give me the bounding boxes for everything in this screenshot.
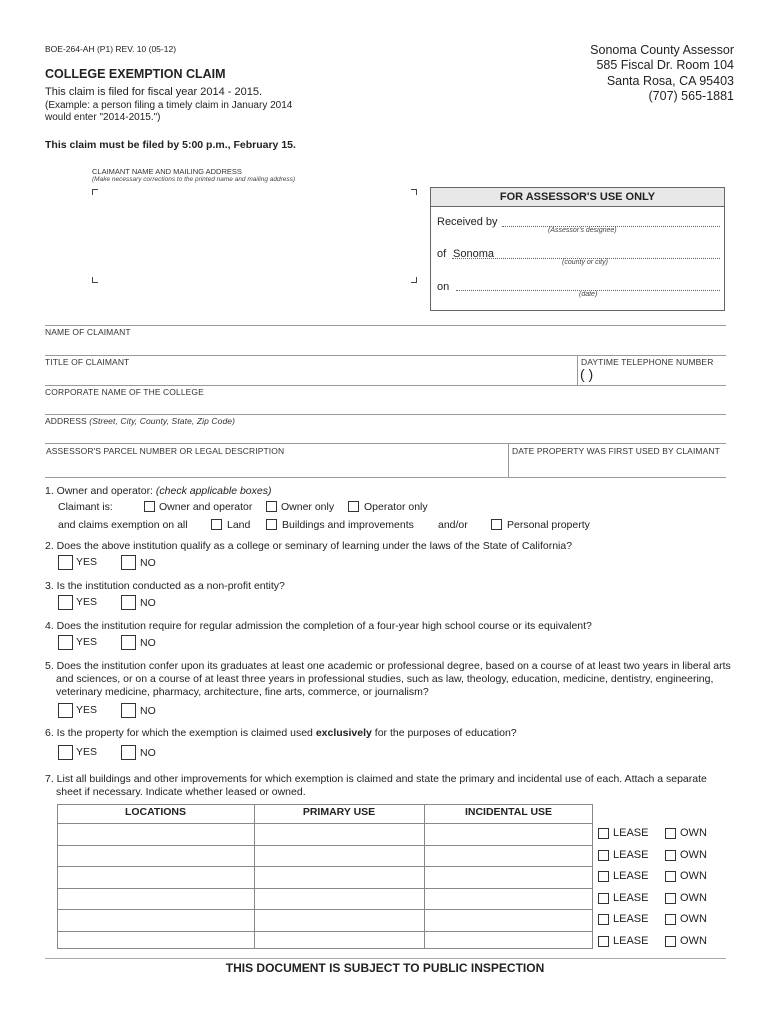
- lease-label: LEASE: [613, 870, 649, 882]
- incidental-use-cell[interactable]: [424, 931, 593, 953]
- q5-yes-label: YES: [76, 704, 98, 716]
- divider: [45, 355, 726, 356]
- address-corner-bl: [92, 277, 98, 283]
- incidental-use-cell[interactable]: [424, 845, 593, 867]
- incidental-use-cell[interactable]: [424, 866, 593, 888]
- daytime-phone-label: DAYTIME TELEPHONE NUMBER: [581, 357, 714, 367]
- q4-yes-checkbox[interactable]: [58, 635, 73, 650]
- primary-use-header: PRIMARY USE: [302, 806, 376, 818]
- primary-use-cell[interactable]: [254, 866, 424, 888]
- claimant-address-area[interactable]: [100, 195, 405, 275]
- title-of-claimant-field[interactable]: [45, 367, 575, 383]
- title-of-claimant-label: TITLE OF CLAIMANT: [45, 357, 130, 367]
- q6-bold: exclusively: [315, 727, 372, 739]
- q6-text: [45, 727, 517, 739]
- assessor-phone: (707) 565-1881: [648, 89, 734, 103]
- owner-operator-checkbox[interactable]: [144, 501, 155, 512]
- divider: [508, 443, 509, 477]
- lease-checkbox[interactable]: [598, 914, 609, 925]
- q6-yes-checkbox[interactable]: [58, 745, 73, 760]
- lease-checkbox[interactable]: [598, 828, 609, 839]
- divider: [45, 477, 726, 478]
- q4-text: 4. Does the institution require for regular admission the completion of a four-year high school course or its equivalent?: [45, 620, 592, 632]
- name-of-claimant-label: NAME OF CLAIMANT: [45, 327, 131, 337]
- q1-label: 1. Owner and operator:: [45, 485, 153, 497]
- q2-no-checkbox[interactable]: [121, 555, 136, 570]
- footer-divider: [45, 958, 726, 959]
- lease-label: LEASE: [613, 892, 649, 904]
- claims-on-all-label: and claims exemption on all: [58, 519, 188, 531]
- primary-use-cell[interactable]: [254, 931, 424, 953]
- own-checkbox[interactable]: [665, 828, 676, 839]
- incidental-use-header: INCIDENTAL USE: [464, 806, 553, 818]
- q1-hint: (check applicable boxes): [155, 485, 272, 497]
- example-line-2: would enter "2014-2015."): [45, 112, 161, 123]
- claimant-address-sublabel: (Make necessary corrections to the printed name and mailing address): [92, 176, 296, 183]
- locations-header: LOCATIONS: [124, 806, 187, 818]
- location-cell[interactable]: [57, 845, 254, 867]
- own-label: OWN: [680, 935, 707, 947]
- buildings-label: Buildings and improvements: [282, 519, 414, 531]
- date-first-used-field[interactable]: [510, 456, 726, 476]
- andor-label: and/or: [438, 519, 468, 531]
- assessor-name: Sonoma County Assessor: [590, 43, 734, 57]
- owner-operator-label: Owner and operator: [159, 501, 253, 513]
- q7-line-2: sheet if necessary. Indicate whether leased or owned.: [56, 786, 306, 798]
- q6-yes-label: YES: [76, 746, 98, 758]
- public-inspection-notice: THIS DOCUMENT IS SUBJECT TO PUBLIC INSPECTION: [225, 961, 545, 975]
- q2-yes-checkbox[interactable]: [58, 555, 73, 570]
- own-label: OWN: [680, 849, 707, 861]
- lease-checkbox[interactable]: [598, 850, 609, 861]
- address-field[interactable]: [45, 426, 726, 442]
- operator-only-checkbox[interactable]: [348, 501, 359, 512]
- address-label: [45, 416, 235, 426]
- q6-post: for the purposes of education?: [374, 727, 517, 739]
- own-checkbox[interactable]: [665, 914, 676, 925]
- lease-checkbox[interactable]: [598, 936, 609, 947]
- daytime-phone-field[interactable]: ( ): [580, 366, 594, 382]
- land-label: Land: [227, 519, 251, 531]
- table-row: [57, 866, 757, 888]
- q5-no-checkbox[interactable]: [121, 703, 136, 718]
- location-cell[interactable]: [57, 823, 254, 845]
- q5-line-2: and sciences, or on a course of at least three years in professional studies, such as law, theology, education, medicine, dentistry, engineering,: [56, 673, 714, 685]
- lease-label: LEASE: [613, 827, 649, 839]
- corporate-name-label: CORPORATE NAME OF THE COLLEGE: [45, 387, 204, 397]
- own-checkbox[interactable]: [665, 893, 676, 904]
- primary-use-cell[interactable]: [254, 823, 424, 845]
- owner-only-checkbox[interactable]: [266, 501, 277, 512]
- claimant-address-label: CLAIMANT NAME AND MAILING ADDRESS: [92, 167, 242, 176]
- location-cell[interactable]: [57, 931, 254, 953]
- address-label-text: ADDRESS: [45, 416, 87, 426]
- received-by-label: Received by: [437, 216, 498, 228]
- incidental-use-cell[interactable]: [424, 823, 593, 845]
- primary-use-cell[interactable]: [254, 888, 424, 910]
- filing-deadline: This claim must be filed by 5:00 p.m., February 15.: [45, 139, 296, 151]
- q5-line-3: veterinary medicine, pharmacy, architecture, fine arts, commerce, or journalism?: [56, 686, 429, 698]
- primary-use-cell[interactable]: [254, 909, 424, 931]
- table-row: [57, 845, 757, 867]
- corporate-name-field[interactable]: [45, 397, 726, 413]
- address-corner-tl: [92, 189, 98, 195]
- owner-only-label: Owner only: [281, 501, 335, 513]
- lease-checkbox[interactable]: [598, 871, 609, 882]
- divider: [45, 385, 726, 386]
- divider: [45, 414, 726, 415]
- assessor-box-heading: FOR ASSESSOR'S USE ONLY: [431, 188, 724, 207]
- personal-property-checkbox[interactable]: [491, 519, 502, 530]
- q1-text: [45, 485, 271, 497]
- table-row: [57, 909, 757, 931]
- designee-hint: (Assessor's designee): [548, 227, 617, 234]
- q2-text: 2. Does the above institution qualify as a college or seminary of learning under the laws of the State of California?: [45, 540, 573, 552]
- parcel-field[interactable]: [45, 456, 505, 476]
- q6-no-label: NO: [140, 747, 156, 759]
- example-line-1: (Example: a person filing a timely claim in January 2014: [45, 100, 293, 111]
- table-row: [57, 931, 757, 953]
- own-checkbox[interactable]: [665, 871, 676, 882]
- address-corner-br: [411, 277, 417, 283]
- buildings-checkbox[interactable]: [266, 519, 277, 530]
- q4-yes-label: YES: [76, 636, 98, 648]
- date-hint: (date): [579, 291, 598, 298]
- divider: [45, 325, 726, 326]
- lease-checkbox[interactable]: [598, 893, 609, 904]
- table-row: [57, 823, 757, 845]
- q3-no-checkbox[interactable]: [121, 595, 136, 610]
- q2-no-label: NO: [140, 557, 156, 569]
- q5-no-label: NO: [140, 705, 156, 717]
- location-cell[interactable]: [57, 909, 254, 931]
- claimant-is-label: Claimant is:: [58, 501, 113, 513]
- q2-yes-label: YES: [76, 556, 98, 568]
- lease-label: LEASE: [613, 935, 649, 947]
- county-city-hint: (county or city): [562, 259, 608, 266]
- of-value: Sonoma: [453, 248, 494, 260]
- q3-yes-checkbox[interactable]: [58, 595, 73, 610]
- own-label: OWN: [680, 870, 707, 882]
- address-corner-tr: [411, 189, 417, 195]
- lease-label: LEASE: [613, 913, 649, 925]
- table-row: [57, 888, 757, 910]
- form-title: COLLEGE EXEMPTION CLAIM: [45, 67, 226, 81]
- incidental-use-cell[interactable]: [424, 909, 593, 931]
- location-cell[interactable]: [57, 888, 254, 910]
- personal-property-label: Personal property: [507, 519, 590, 531]
- q3-yes-label: YES: [76, 596, 98, 608]
- own-checkbox[interactable]: [665, 850, 676, 861]
- primary-use-cell[interactable]: [254, 845, 424, 867]
- own-label: OWN: [680, 913, 707, 925]
- operator-only-label: Operator only: [364, 501, 428, 513]
- name-of-claimant-field[interactable]: [45, 337, 726, 353]
- q4-no-label: NO: [140, 637, 156, 649]
- fiscal-year-line: This claim is filed for fiscal year 2014 - 2015.: [45, 86, 263, 98]
- own-checkbox[interactable]: [665, 936, 676, 947]
- incidental-use-cell[interactable]: [424, 888, 593, 910]
- divider: [45, 443, 726, 444]
- on-label: on: [437, 281, 450, 293]
- q3-text: 3. Is the institution conducted as a non-profit entity?: [45, 580, 285, 592]
- of-label: of: [437, 248, 447, 260]
- q5-yes-checkbox[interactable]: [58, 703, 73, 718]
- address-hint: (Street, City, County, State, Zip Code): [89, 416, 236, 426]
- own-label: OWN: [680, 827, 707, 839]
- own-label: OWN: [680, 892, 707, 904]
- lease-label: LEASE: [613, 849, 649, 861]
- assessor-city: Santa Rosa, CA 95403: [606, 74, 734, 88]
- form-id: BOE-264-AH (P1) REV. 10 (05-12): [45, 44, 177, 54]
- q6-no-checkbox[interactable]: [121, 745, 136, 760]
- q7-line-1: 7. List all buildings and other improvements for which exemption is claimed and state the primary and incidental use of each. Attach a separate: [45, 773, 707, 785]
- q6-pre: 6. Is the property for which the exemption is claimed used: [45, 727, 313, 739]
- q5-line-1: 5. Does the institution confer upon its graduates at least one academic or professional degree, based on a course of at least two years in liberal arts: [45, 660, 731, 672]
- assessor-street: 585 Fiscal Dr. Room 104: [596, 58, 734, 72]
- table-header-row: [57, 804, 593, 821]
- parcel-label: ASSESSOR'S PARCEL NUMBER OR LEGAL DESCRIPTION: [46, 446, 285, 456]
- land-checkbox[interactable]: [211, 519, 222, 530]
- q4-no-checkbox[interactable]: [121, 635, 136, 650]
- divider: [577, 355, 578, 385]
- q3-no-label: NO: [140, 597, 156, 609]
- location-cell[interactable]: [57, 866, 254, 888]
- date-first-used-label: DATE PROPERTY WAS FIRST USED BY CLAIMANT: [512, 446, 720, 456]
